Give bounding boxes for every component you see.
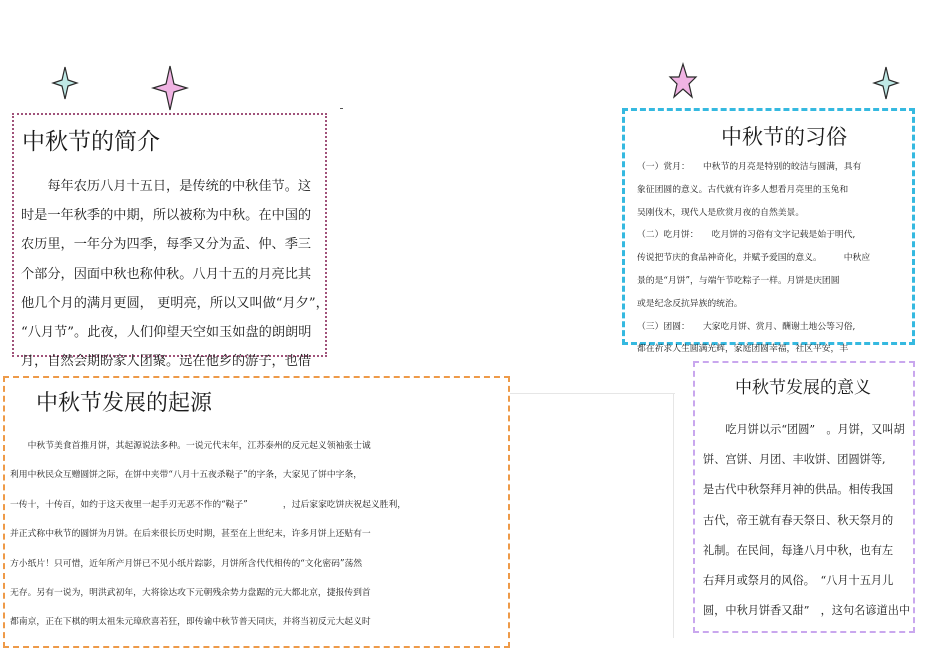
customs-panel: [622, 108, 915, 355]
customs-text: [637, 159, 870, 364]
customs-line: 传说把节庆的食品神奇化，并赋予爱国的意义。 中秋应: [637, 253, 871, 264]
origin-text: [10, 438, 406, 644]
intro-line: 时是一年秋季的中期，所以被称为中秋。在中国的: [21, 208, 312, 224]
meaning-text: [703, 421, 910, 632]
origin-line: 方小纸片！只可惜，近年所产月饼已不见小纸片踪影，月饼所含代代相传的“文化密码”荡然: [10, 558, 363, 569]
intro-line: 他几个月的满月更圆， 更明亮，所以又叫做“月夕”，: [21, 295, 329, 311]
customs-line: （二）吃月饼： 吃月饼的习俗有文字记载是始于明代,: [637, 230, 856, 241]
customs-line: 都在祈求人生圆满光辉，家庭团圆幸福，社区平安，丰: [637, 344, 849, 355]
meaning-title: 中秋节发展的意义: [735, 378, 871, 398]
customs-title: 中秋节的习俗: [721, 125, 847, 149]
intro-panel: [12, 113, 329, 370]
intro-line: “八月节”。此夜，人们仰望天空如玉如盘的朗朗明: [21, 324, 312, 340]
intro-line: 农历里，一年分为四季，每季又分为孟、仲、季三: [21, 237, 312, 253]
meaning-line: 礼制。在民间，每逢八月中秋，也有左: [703, 543, 894, 557]
customs-line: 象征团圆的意义。古代就有许多人想看月亮里的玉兔和: [637, 184, 849, 195]
origin-title: 中秋节发展的起源: [36, 391, 213, 416]
origin-line: 无存。另有一说为，明洪武初年，大将徐达攻下元朝残余势力盘踞的元大都北京，捷报传到首: [10, 587, 371, 598]
customs-line: 或是纪念反抗异族的统治。: [637, 298, 743, 309]
origin-line: 中秋节美食首推月饼，其起源说法多种。一说元代末年，江苏泰州的反元起义领袖张士诚: [10, 441, 371, 451]
meaning-line: 饼、宫饼、月团、丰收饼、团圆饼等,: [703, 453, 886, 467]
meaning-line: 吃月饼以示“团圆” 。月饼，又叫胡: [703, 423, 905, 436]
customs-line: （三）团圆： 大家吃月饼、赏月、酬谢土地公等习俗,: [637, 321, 856, 332]
origin-line: 利用中秋民众互赠圆饼之际，在饼中夹带“八月十五夜杀鞑子”的字条，大家见了饼中字条，: [10, 470, 363, 481]
sparkle-star-icon-1: [52, 66, 78, 100]
customs-line: （一）赏月： 中秋节的月亮是特别的皎洁与圆满，具有: [637, 162, 862, 172]
sparkle-star-icon-4: [873, 66, 899, 100]
intro-line: 个部分，因面中秋也称仲秋。八月十五的月亮比其: [21, 266, 312, 282]
meaning-panel: [693, 361, 915, 633]
origin-line: 并正式称中秋节的圆饼为月饼。在后来很长历史时期，甚至在上世纪末，许多月饼上还贴有一: [10, 529, 371, 540]
stray-mark: [340, 108, 343, 109]
meaning-line: 圆，中秋月饼香又甜” ，这句名谚道出中: [703, 604, 911, 618]
divider-line-vertical: [673, 393, 674, 638]
meaning-line: 是古代中秋祭拜月神的供品。相传我国: [703, 483, 894, 497]
divider-line: [510, 393, 675, 394]
intro-text: [21, 175, 329, 379]
origin-line: 一传十，十传百，如约于这天夜里一起手刃无恶不作的“鞑子” ，过后家家吃饼庆祝起义胜利，: [10, 499, 407, 510]
meaning-line: 右拜月或祭月的风俗。 “八月十五月儿: [703, 573, 894, 587]
origin-panel: [3, 376, 510, 648]
sparkle-star-icon-2: [152, 65, 188, 111]
customs-line: 吴刚伐木，现代人是欣赏月夜的自然美景。: [637, 207, 805, 218]
intro-title: 中秋节的简介: [22, 129, 160, 155]
customs-line: 景的是“月饼”，与端午节吃粽子一样。月饼是庆团圆: [637, 275, 840, 286]
intro-line: 月，自然会期盼家人团聚。远在他乡的游子，也借: [21, 354, 312, 370]
meaning-line: 古代，帝王就有春天祭日、秋天祭月的: [703, 513, 894, 527]
intro-line: 每年农历八月十五日，是传统的中秋佳节。这: [21, 179, 312, 194]
sparkle-star-icon-3: [669, 63, 697, 99]
origin-line: 都南京，正在下棋的明太祖朱元璋欣喜若狂，即传谕中秋节普天同庆，并将当初反元大起义时: [10, 617, 371, 628]
